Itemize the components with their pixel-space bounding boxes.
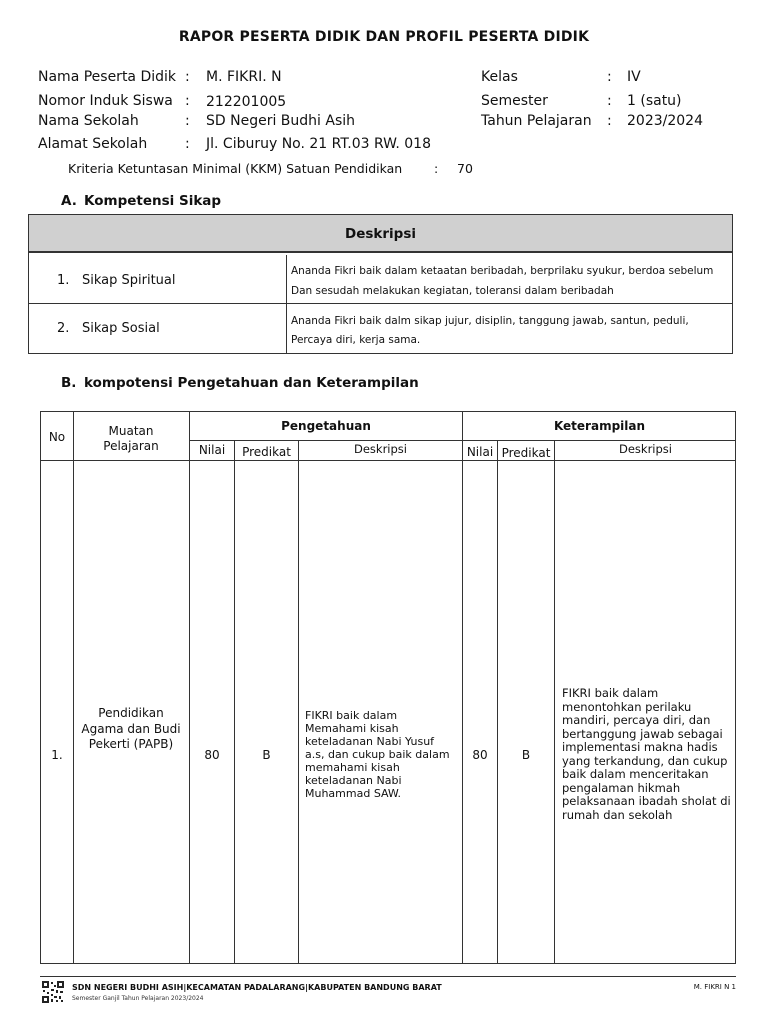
knowledge-grade: B xyxy=(262,748,271,762)
semester-label: Semester xyxy=(481,93,548,109)
colon: : xyxy=(185,69,190,85)
knowledge-score: 80 xyxy=(204,748,220,762)
header-knowledge-desc: Deskripsi xyxy=(354,442,407,456)
attitude-table-header: Deskripsi xyxy=(29,215,732,253)
year-value: 2023/2024 xyxy=(627,113,703,129)
header-knowledge-score: Nilai xyxy=(198,443,226,457)
column-divider xyxy=(298,440,299,964)
section-b-title: kompotensi Pengetahuan dan Keterampilan xyxy=(84,375,419,391)
column-divider xyxy=(73,412,74,964)
kkm-value: 70 xyxy=(457,161,473,176)
footer-divider xyxy=(40,976,736,977)
attitude-row-desc: Dan sesudah melakukan kegiatan, toleransi dalam beribadah xyxy=(291,285,614,297)
semester-value: 1 (satu) xyxy=(627,93,682,109)
colon: : xyxy=(607,93,612,109)
row-divider xyxy=(190,440,736,441)
skills-grade: B xyxy=(521,748,531,762)
column-divider xyxy=(462,412,463,964)
section-a-title: Kompetensi Sikap xyxy=(84,193,222,209)
row-divider xyxy=(41,460,736,461)
skills-score: 80 xyxy=(472,748,488,762)
colon: : xyxy=(607,69,612,85)
column-divider xyxy=(286,255,287,353)
header-subject: Muatan Pelajaran xyxy=(103,424,159,453)
footer-page-label: M. FIKRI N 1 xyxy=(693,983,736,991)
attitude-row-desc: Ananda Fikri baik dalam ketaatan beribadah, berprilaku syukur, berdoa sebelum xyxy=(291,265,714,277)
student-name-value: M. FIKRI. N xyxy=(206,69,282,85)
header-skills-desc: Deskripsi xyxy=(619,442,672,456)
footer-regency: KABUPATEN BANDUNG BARAT xyxy=(307,983,442,992)
attitude-row-desc: Percaya diri, kerja sama. xyxy=(291,334,421,346)
nis-label: Nomor Induk Siswa xyxy=(38,93,173,109)
row-divider xyxy=(29,303,732,304)
footer-separator: | xyxy=(183,983,187,992)
section-b-letter: B. xyxy=(61,375,77,391)
address-label: Alamat Sekolah xyxy=(38,136,148,152)
header-skills-score: Nilai xyxy=(466,445,494,459)
footer-semester: Semester Ganjil Tahun Pelajaran 2023/2024 xyxy=(72,995,204,1002)
attitude-row-number: 2. xyxy=(57,321,70,336)
row-number: 1. xyxy=(51,748,63,762)
kkm-label: Kriteria Ketuntasan Minimal (KKM) Satuan Pendidikan xyxy=(68,161,403,176)
class-value: IV xyxy=(627,69,641,85)
attitude-row-desc: Ananda Fikri baik dalm sikap jujur, disiplin, tanggung jawab, santun, peduli, xyxy=(291,315,689,327)
header-skills-grade: Predikat xyxy=(501,446,551,460)
header-knowledge-grade: Predikat xyxy=(242,445,291,459)
colon: : xyxy=(185,136,190,152)
address-value: Jl. Ciburuy No. 21 RT.03 RW. 018 xyxy=(206,136,431,152)
footer-separator: | xyxy=(305,983,308,992)
attitude-row-number: 1. xyxy=(57,273,70,288)
student-name-label: Nama Peserta Didik xyxy=(38,69,177,85)
attitude-row-name: Sikap Sosial xyxy=(82,321,160,336)
class-label: Kelas xyxy=(481,69,518,85)
colon: : xyxy=(185,93,190,109)
column-divider xyxy=(234,440,235,964)
nis-value: 212201005 xyxy=(206,94,287,110)
footer-school: SDN NEGERI BUDHI ASIH xyxy=(72,983,184,992)
column-divider xyxy=(189,412,190,964)
footer-school-line xyxy=(72,983,442,992)
footer-district: KECAMATAN PADALARANG xyxy=(186,983,306,992)
header-no: No xyxy=(48,430,66,444)
school-value: SD Negeri Budhi Asih xyxy=(206,113,356,129)
qr-code-icon xyxy=(42,981,64,1003)
school-label: Nama Sekolah xyxy=(38,113,139,129)
attitude-row-name: Sikap Spiritual xyxy=(82,273,176,288)
colon: : xyxy=(607,113,612,129)
year-label: Tahun Pelajaran xyxy=(481,113,592,129)
attitude-table xyxy=(28,214,733,354)
column-divider xyxy=(554,440,555,964)
report-title: RAPOR PESERTA DIDIK DAN PROFIL PESERTA DIDIK xyxy=(178,29,590,45)
section-a-letter: A. xyxy=(61,193,77,209)
knowledge-skills-table xyxy=(40,411,736,964)
subject-name: Pendidikan Agama dan Budi Pekerti (PAPB) xyxy=(81,706,181,751)
header-knowledge: Pengetahuan xyxy=(281,419,371,433)
kkm-colon: : xyxy=(434,161,439,176)
header-skills: Keterampilan xyxy=(553,419,646,433)
colon: : xyxy=(185,113,190,129)
knowledge-description: FIKRI baik dalam Memahami kisah keteladanan Nabi Yusuf a.s, dan cukup baik dalam memahami kisah keteladanan Nabi Muhammad SAW. xyxy=(305,709,450,800)
skills-description: FIKRI baik dalam menontohkan perilaku mandiri, percaya diri, dan bertanggung jawab sebagai implementasi makna hadis yang terkandung, dan cukup baik dalam menceritakan pengalaman hikmah pelaksanaan ibadah sholat di rumah dan sekolah xyxy=(562,686,731,822)
column-divider xyxy=(497,440,498,964)
